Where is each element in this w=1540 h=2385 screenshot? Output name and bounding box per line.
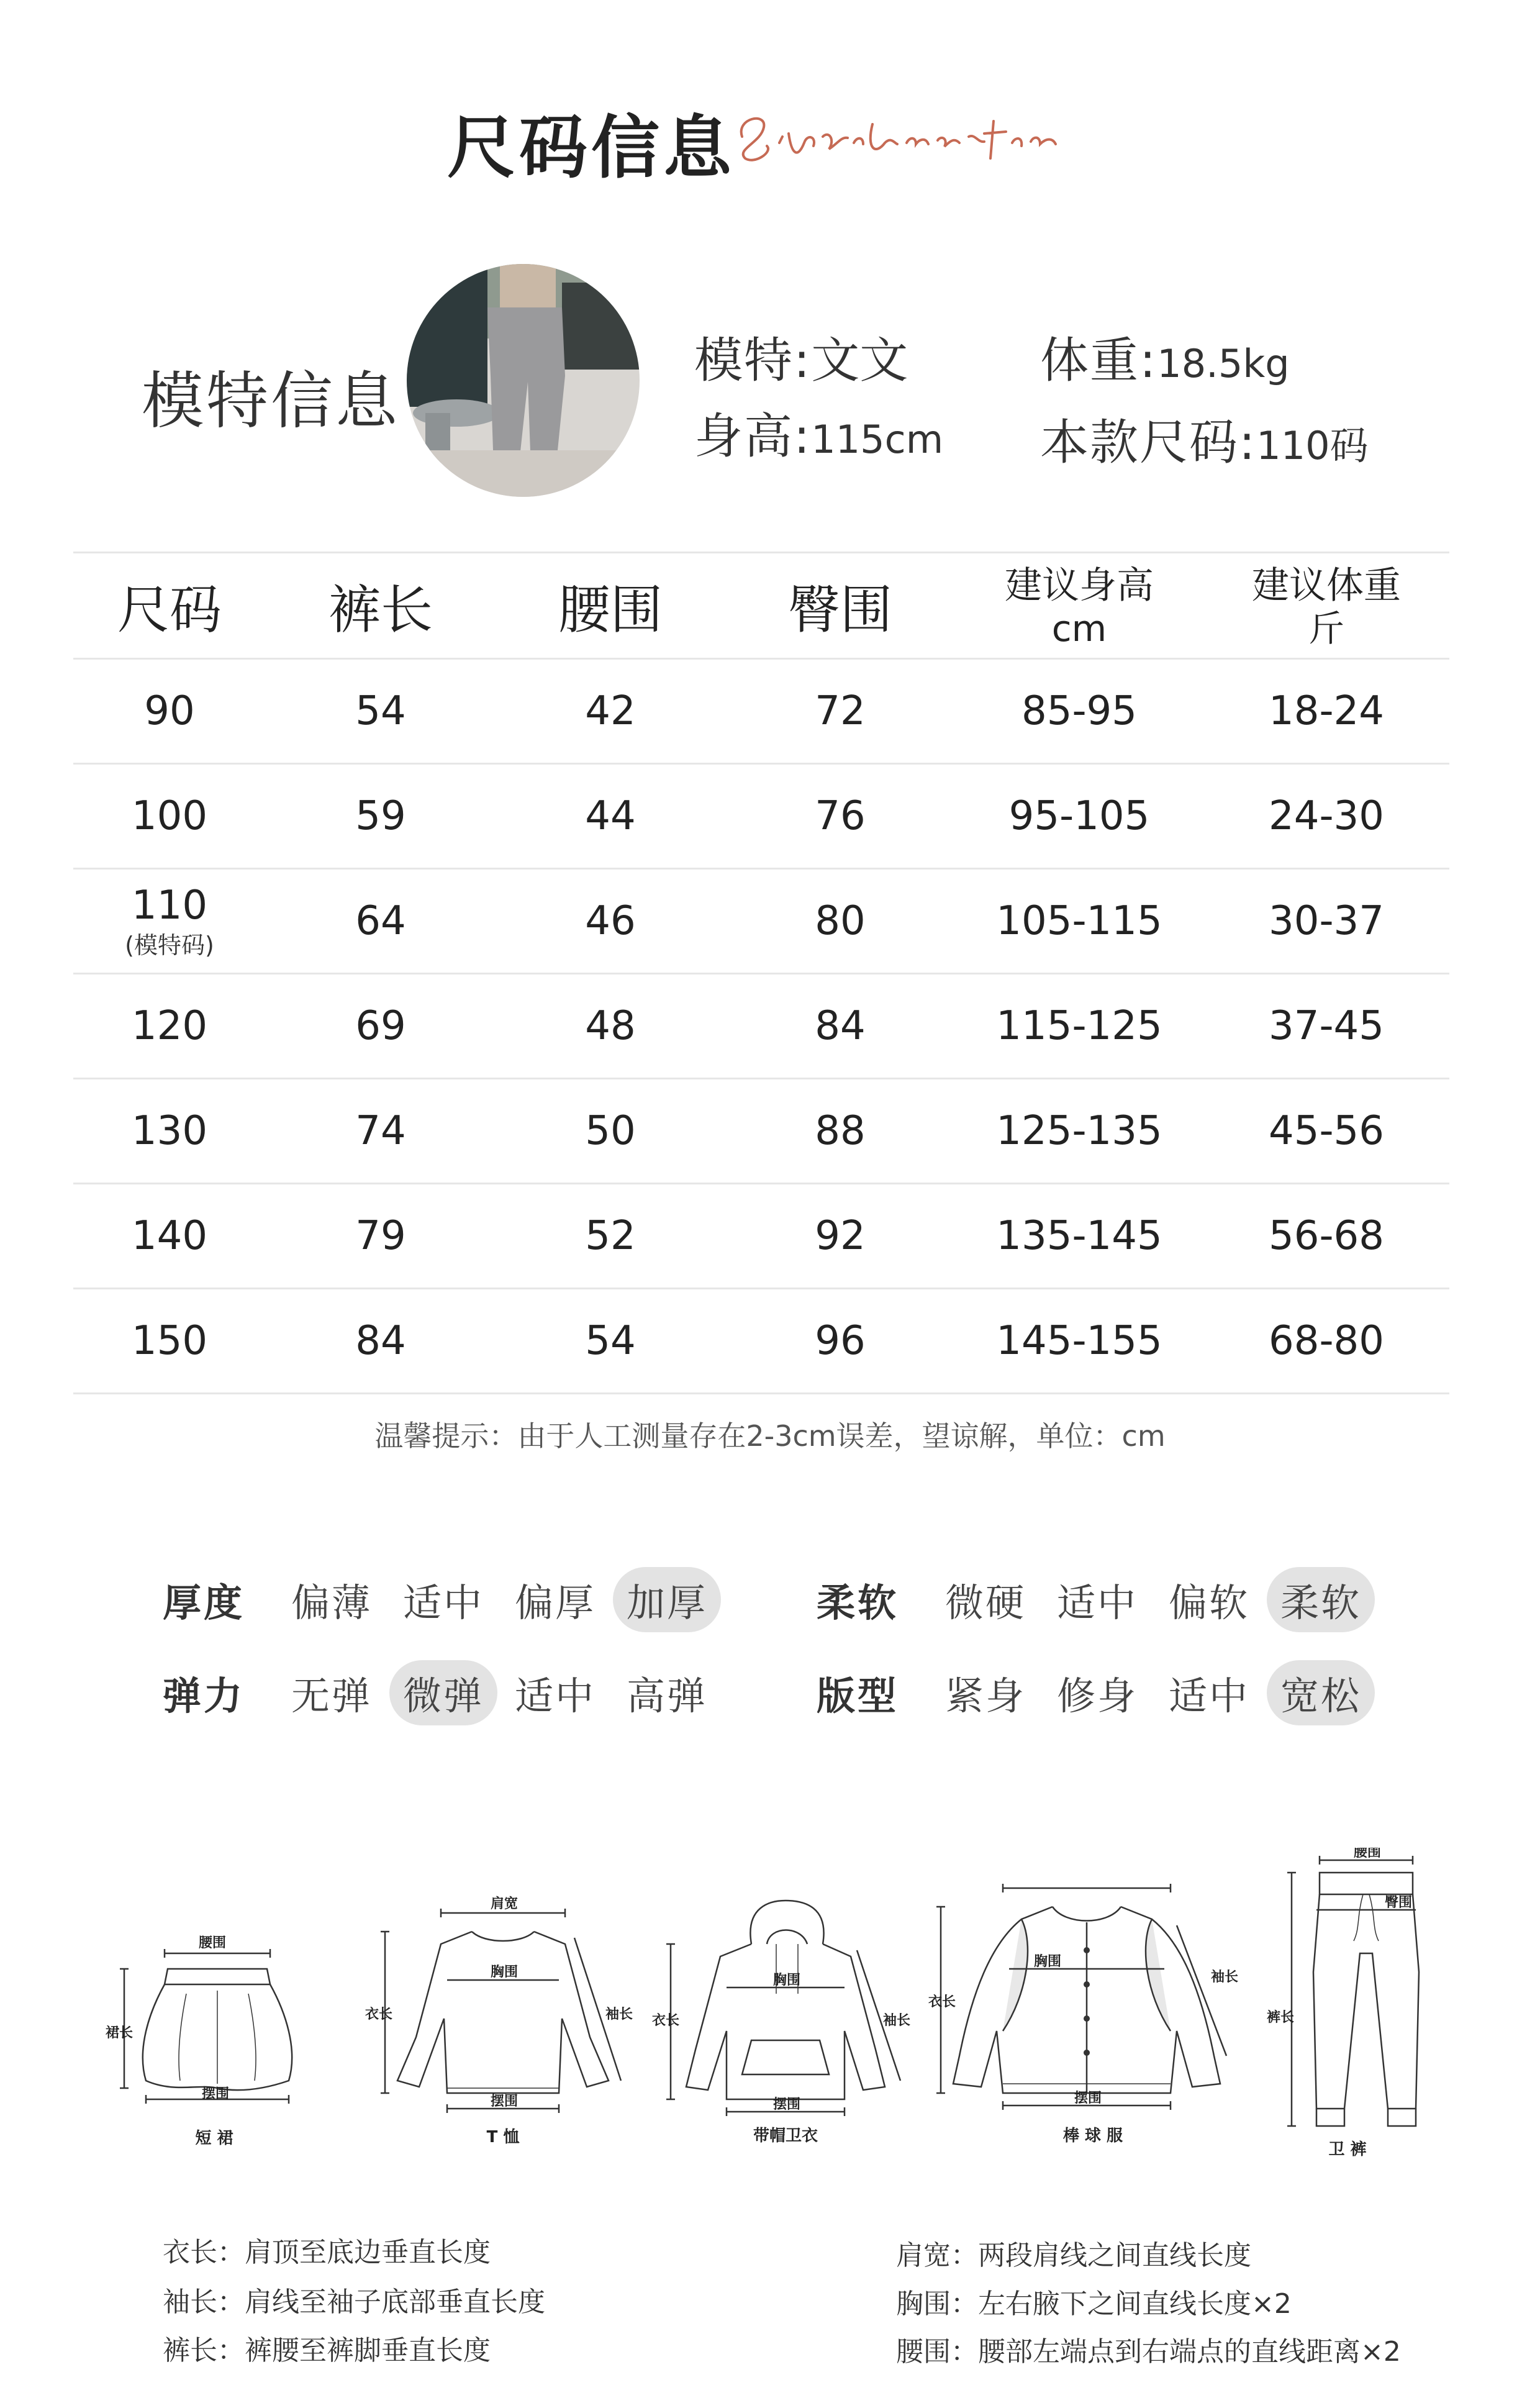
table-cell-weight [1203,660,1449,763]
cell-value: 150 [131,1318,208,1364]
model-photo [407,264,640,497]
header-height [955,553,1203,658]
attribute-option: 微硬 [945,1579,1026,1625]
table-cell-height [955,660,1203,763]
attribute-option: 适中 [1169,1673,1250,1719]
definition-key: 胸围： [896,2288,978,2320]
baseball-length-label: 衣长 [928,1994,956,2010]
baseball-sleeve-label: 袖长 [1211,1969,1239,1985]
table-header-row [73,552,1449,660]
table-cell-size [73,1079,266,1183]
table-cell-waist [496,1079,725,1183]
baseball-jacket-diagram [928,1869,1257,2145]
attribute-option: 紧身 [945,1673,1026,1719]
attribute-option-selected: 宽松 [1267,1660,1375,1725]
cell-value: 24-30 [1269,793,1384,839]
cell-value: 45-56 [1269,1108,1384,1154]
definition-key: 袖长： [163,2286,245,2318]
pants-length-label: 裤长 [1267,2010,1295,2025]
table-cell-length [266,765,496,868]
baseball-chest-label: 胸围 [1034,1954,1062,1969]
pants-hip-label: 臀围 [1385,1895,1413,1910]
header-weight-label: 建议体重 [1252,564,1401,607]
cell-value: 90 [144,688,195,734]
cell-value: 100 [131,793,208,839]
model-size-note: (模特码) [125,931,214,959]
table-cell-waist [496,1184,725,1288]
cell-value: 79 [355,1213,406,1259]
table-cell-length [266,974,496,1078]
cell-value: 125-135 [996,1108,1162,1154]
measurement-tip: 温馨提示：由于人工测量存在2-3cm误差，望谅解，单位：cm [374,1419,1166,1453]
table-cell-height [955,1184,1203,1288]
cell-value: 37-45 [1269,1003,1384,1049]
cell-value: 72 [815,688,866,734]
tshirt-hem-label: 摆围 [491,2094,519,2109]
header-weight [1203,553,1449,658]
model-name-label: 模特: [694,333,812,389]
skirt-length-label: 裙长 [106,2025,134,2041]
table-cell-size [73,765,266,868]
attribute-option-selected: 微弹 [389,1660,497,1725]
cell-value: 130 [131,1108,208,1154]
tshirt-diagram [360,1894,646,2146]
cell-value: 84 [355,1318,406,1364]
attribute-option: 适中 [403,1579,484,1625]
cell-value: 30-37 [1269,898,1384,944]
header-hip-label: 臀围 [787,579,892,640]
cell-value: 105-115 [996,898,1162,944]
header-hip [725,553,955,658]
cell-value: 110 [131,882,208,929]
table-cell-weight [1203,1289,1449,1392]
cell-value: 46 [585,898,636,944]
attribute-option-selected: 柔软 [1267,1567,1375,1632]
cell-value: 64 [355,898,406,944]
attribute-option: 适中 [1057,1579,1138,1625]
table-cell-waist [496,660,725,763]
definition-key: 衣长： [163,2237,245,2268]
header-size-label: 尺码 [117,579,222,640]
attribute-label: 柔软 [817,1579,899,1625]
definition-sleeve-length [163,2279,545,2319]
cell-value: 54 [585,1318,636,1364]
hoodie-length-label: 衣长 [652,2013,680,2028]
attribute-elasticity [163,1658,725,1727]
skirt-hem-label: 摆围 [202,2086,230,2102]
skirt-drawing [99,1925,329,2124]
table-body [73,660,1449,1394]
table-cell-height [955,974,1203,1078]
attribute-option: 修身 [1057,1673,1138,1719]
cell-value: 96 [815,1318,866,1364]
table-cell-hip [725,1289,955,1392]
cell-value: 42 [585,688,636,734]
cell-value: 120 [131,1003,208,1049]
definition-chest [896,2281,1292,2321]
table-row [73,870,1449,974]
definition-value: 左右腋下之间直线长度×2 [978,2288,1292,2320]
tshirt-drawing [360,1894,646,2130]
table-cell-length [266,1184,496,1288]
tshirt-shoulder-label: 肩宽 [491,1896,519,1912]
table-cell-size [73,870,266,973]
header-height-unit: cm [1051,607,1107,650]
table-row [73,974,1449,1079]
tshirt-chest-label: 胸围 [491,1965,519,1980]
table-cell-height [955,1079,1203,1183]
baseball-jacket-drawing [928,1869,1257,2130]
table-cell-waist [496,870,725,973]
skirt-waist-label: 腰围 [199,1935,227,1951]
model-height [694,398,943,467]
definition-waist [896,2329,1401,2369]
cell-value: 69 [355,1003,406,1049]
table-row [73,1184,1449,1289]
header-waist [496,553,725,658]
attribute-option: 无弹 [291,1673,373,1719]
table-cell-length [266,1079,496,1183]
table-cell-weight [1203,765,1449,868]
skirt-name: 短 裙 [195,2129,233,2148]
cell-value: 76 [815,793,866,839]
table-row [73,660,1449,765]
definition-key: 裤长： [163,2335,245,2366]
table-cell-length [266,1289,496,1392]
model-height-label: 身高: [694,409,812,465]
page-title: 尺码信息 [447,108,735,188]
attribute-label: 版型 [817,1673,899,1719]
table-cell-weight [1203,870,1449,973]
cell-value: 52 [585,1213,636,1259]
table-cell-hip [725,974,955,1078]
definition-value: 肩线至袖子底部垂直长度 [245,2286,545,2318]
tshirt-name: T 恤 [486,2128,520,2146]
model-weight-value: 18.5kg [1157,341,1290,386]
cell-value: 44 [585,793,636,839]
hoodie-diagram [652,1888,919,2145]
cell-value: 135-145 [996,1213,1162,1259]
attribute-option: 偏厚 [515,1579,596,1625]
definition-pants-length [163,2328,491,2368]
model-height-value: 115cm [811,417,944,462]
hoodie-drawing [652,1888,919,2130]
model-size [1040,404,1369,473]
table-row [73,1289,1449,1394]
definition-value: 裤腰至裤脚垂直长度 [245,2335,491,2366]
attribute-label: 弹力 [163,1673,245,1719]
skirt-diagram [99,1925,329,2148]
size-table [73,552,1449,1394]
table-cell-size [73,660,266,763]
header-length [266,553,496,658]
tshirt-length-label: 衣长 [365,2007,393,2022]
model-weight [1040,322,1290,391]
header-weight-unit: 斤 [1308,607,1344,650]
definition-key: 腰围： [896,2336,978,2368]
table-cell-length [266,870,496,973]
title-script-decoration [730,99,1077,174]
attribute-option: 适中 [515,1673,596,1719]
table-cell-length [266,660,496,763]
cell-value: 115-125 [996,1003,1162,1049]
table-cell-waist [496,974,725,1078]
definition-value: 腰部左端点到右端点的直线距离×2 [978,2336,1401,2368]
table-cell-height [955,870,1203,973]
table-cell-size [73,1184,266,1288]
table-cell-hip [725,660,955,763]
table-cell-waist [496,1289,725,1392]
attribute-option-selected: 加厚 [613,1567,721,1632]
cell-value: 145-155 [996,1318,1162,1364]
attribute-option: 偏软 [1169,1579,1250,1625]
model-info-heading: 模特信息 [142,365,400,437]
attribute-option: 高弹 [627,1673,708,1719]
hoodie-chest-label: 胸围 [773,1973,801,1988]
definition-value: 两段肩线之间直线长度 [978,2240,1251,2271]
model-name-value: 文文 [811,333,908,389]
header-waist-label: 腰围 [558,579,663,640]
attribute-label: 厚度 [163,1579,245,1625]
cell-value: 85-95 [1021,688,1137,734]
model-weight-label: 体重: [1040,333,1157,389]
cell-value: 88 [815,1108,866,1154]
table-cell-height [955,765,1203,868]
table-cell-hip [725,1184,955,1288]
hoodie-name: 带帽卫衣 [753,2127,818,2145]
hoodie-hem-label: 摆围 [773,2097,801,2112]
table-cell-size [73,1289,266,1392]
cell-value: 48 [585,1003,636,1049]
table-cell-weight [1203,1184,1449,1288]
table-cell-waist [496,765,725,868]
table-cell-hip [725,765,955,868]
baseball-jacket-name: 棒 球 服 [1062,2127,1123,2145]
cell-value: 54 [355,688,406,734]
attribute-fit [817,1658,1379,1727]
model-name [694,322,908,391]
model-size-label: 本款尺码: [1040,415,1257,471]
cell-value: 74 [355,1108,406,1154]
table-cell-weight [1203,1079,1449,1183]
table-cell-size [73,974,266,1078]
cell-value: 59 [355,793,406,839]
cell-value: 140 [131,1213,208,1259]
table-cell-hip [725,870,955,973]
cell-value: 56-68 [1269,1213,1384,1259]
table-cell-height [955,1289,1203,1392]
pants-drawing [1254,1848,1441,2146]
cell-value: 80 [815,898,866,944]
cell-value: 50 [585,1108,636,1154]
header-height-label: 建议身高 [1005,564,1154,607]
pants-diagram [1254,1848,1441,2159]
hoodie-sleeve-label: 袖长 [883,2013,911,2028]
cell-value: 84 [815,1003,866,1049]
attribute-thickness [163,1565,725,1633]
table-cell-weight [1203,974,1449,1078]
definition-value: 肩顶至底边垂直长度 [245,2237,491,2268]
definition-body-length [163,2230,491,2269]
model-size-value: 110码 [1256,423,1369,468]
table-row [73,765,1449,870]
definition-shoulder [896,2233,1251,2273]
definition-key: 肩宽： [896,2240,978,2271]
baseball-hem-label: 摆围 [1074,2091,1102,2106]
cell-value: 92 [815,1213,866,1259]
table-row [73,1079,1449,1184]
header-size [73,553,266,658]
table-cell-hip [725,1079,955,1183]
cell-value: 18-24 [1269,688,1384,734]
tshirt-sleeve-label: 袖长 [605,2007,633,2022]
attribute-softness [817,1565,1379,1633]
cell-value: 68-80 [1269,1318,1384,1364]
header-length-label: 裤长 [328,579,433,640]
pants-name: 卫 裤 [1328,2140,1367,2159]
pants-waist-label: 腰围 [1354,1848,1382,1860]
cell-value: 95-105 [1008,793,1150,839]
attribute-option: 偏薄 [291,1579,373,1625]
